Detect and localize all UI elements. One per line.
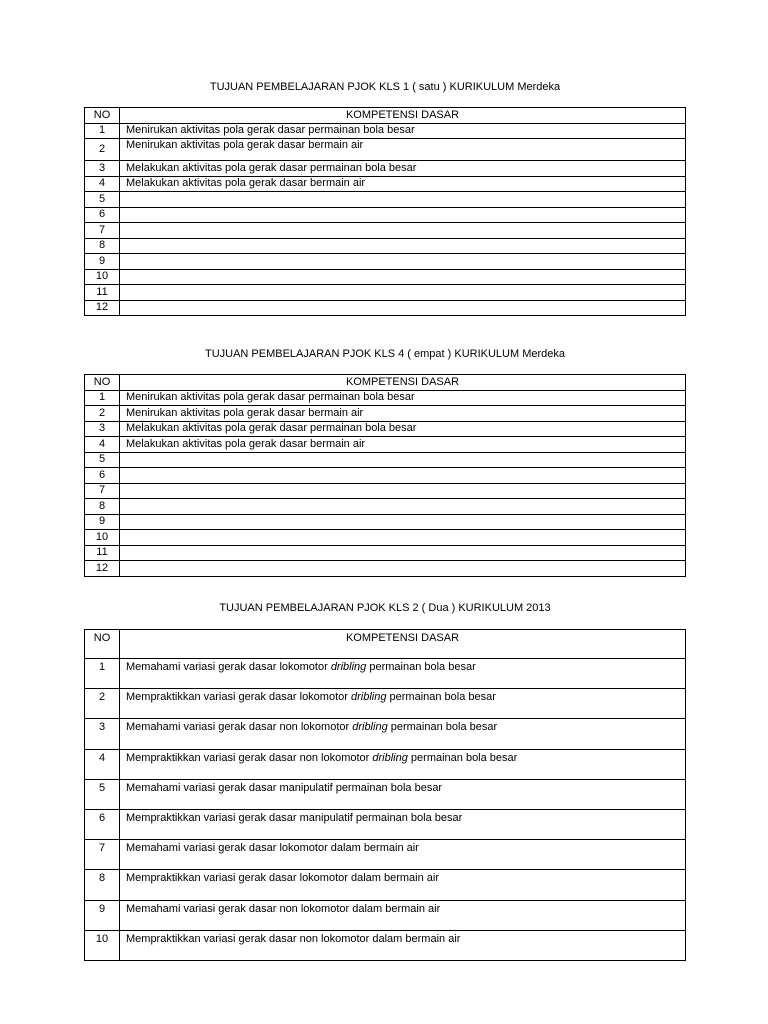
text-pre: Memahami variasi gerak dasar lokomotor dalam bermain air (126, 842, 419, 855)
table-row (85, 269, 686, 285)
table-row (85, 499, 686, 515)
table-row (85, 390, 686, 406)
table-row (85, 870, 686, 900)
table-kls4 (84, 374, 686, 577)
row-no: 9 (85, 254, 120, 270)
text-post: permainan bola besar (407, 751, 518, 764)
row-text (120, 269, 686, 285)
row-text: Menirukan aktivitas pola gerak dasar permainan bola besar (120, 390, 686, 406)
row-no: 2 (85, 689, 120, 719)
table-row (85, 254, 686, 270)
text-pre: Memahami variasi gerak dasar non lokomotor (126, 721, 353, 734)
text-pre: Mempraktikkan variasi gerak dasar lokomotor (126, 691, 351, 704)
row-no: 6 (85, 207, 120, 223)
row-no: 3 (85, 161, 120, 177)
row-text (120, 207, 686, 223)
text-emphasis: dribling (372, 751, 408, 764)
table-row (85, 406, 686, 422)
section-title-kls1: TUJUAN PEMBELAJARAN PJOK KLS 1 ( satu ) KURIKULUM Merdeka (209, 81, 561, 93)
header-no: NO (85, 630, 120, 659)
row-no: 7 (85, 483, 120, 499)
row-text: Melakukan aktivitas pola gerak dasar bermain air (120, 176, 686, 192)
text-pre: Mempraktikkan variasi gerak dasar manipulatif permainan bola besar (126, 811, 463, 824)
table-row (85, 719, 686, 749)
row-text (120, 452, 686, 468)
table-row (85, 545, 686, 561)
row-no: 4 (85, 437, 120, 453)
table-row (85, 192, 686, 208)
table-row (85, 930, 686, 960)
row-text: Melakukan aktivitas pola gerak dasar permainan bola besar (120, 161, 686, 177)
row-text (120, 499, 686, 515)
text-post: permainan bola besar (386, 691, 496, 704)
header-kompetensi-dasar: KOMPETENSI DASAR (120, 108, 686, 124)
row-text (120, 468, 686, 484)
row-no: 8 (85, 499, 120, 515)
text-post: permainan bola besar (366, 661, 476, 673)
row-no: 2 (85, 406, 120, 422)
table-row (85, 809, 686, 839)
text-emphasis: dribling (352, 721, 388, 734)
text-pre: Memahami variasi gerak dasar manipulatif permainan bola besar (126, 781, 443, 794)
header-no: NO (85, 108, 120, 124)
text-emphasis: dribling (350, 691, 387, 704)
table-row (85, 176, 686, 192)
row-no: 4 (85, 749, 120, 779)
row-no: 1 (85, 123, 120, 139)
row-no: 7 (85, 840, 120, 870)
row-no: 5 (85, 779, 120, 809)
row-text (120, 514, 686, 530)
row-no: 12 (85, 300, 120, 316)
row-no: 5 (85, 452, 120, 468)
table-row (85, 689, 686, 719)
text-pre: Memahami variasi gerak dasar non lokomotor dalam bermain air (126, 902, 441, 915)
table-row (85, 223, 686, 239)
row-text (120, 545, 686, 561)
table-row (85, 659, 686, 689)
table-header (85, 630, 686, 659)
table-kls2 (84, 629, 686, 961)
table-row (85, 285, 686, 301)
row-text: Menirukan aktivitas pola gerak dasar permainan bola besar (120, 123, 686, 139)
section-title-kls4: TUJUAN PEMBELAJARAN PJOK KLS 4 ( empat ) KURIKULUM Merdeka (204, 348, 566, 360)
table-row (85, 900, 686, 930)
row-text: Menirukan aktivitas pola gerak dasar bermain air (120, 406, 686, 422)
table-kls1 (84, 107, 686, 316)
table-row (85, 300, 686, 316)
row-text: Melakukan aktivitas pola gerak dasar bermain air (120, 437, 686, 453)
header-no: NO (85, 375, 120, 391)
text-post: permainan bola besar (387, 721, 498, 734)
row-no: 8 (85, 238, 120, 254)
text-emphasis: dribling (330, 661, 367, 673)
row-no: 2 (85, 139, 120, 161)
table-row (85, 238, 686, 254)
table-row (85, 840, 686, 870)
table-row (85, 161, 686, 177)
row-no: 11 (85, 285, 120, 301)
row-text (120, 223, 686, 239)
table-row (85, 139, 686, 161)
table-row (85, 437, 686, 453)
row-text (120, 561, 686, 577)
row-no: 5 (85, 192, 120, 208)
row-text (120, 483, 686, 499)
row-text (120, 689, 686, 719)
row-text: Menirukan aktivitas pola gerak dasar bermain air (120, 139, 686, 161)
table-row (85, 530, 686, 546)
row-no: 10 (85, 269, 120, 285)
row-text (120, 809, 686, 839)
row-no: 8 (85, 870, 120, 900)
row-no: 6 (85, 468, 120, 484)
row-text (120, 659, 686, 689)
header-kompetensi-dasar: KOMPETENSI DASAR (120, 375, 686, 391)
table-row (85, 749, 686, 779)
table-row (85, 561, 686, 577)
table-row (85, 468, 686, 484)
header-kompetensi-dasar: KOMPETENSI DASAR (120, 630, 686, 659)
row-no: 3 (85, 719, 120, 749)
row-no: 1 (85, 390, 120, 406)
table-row (85, 421, 686, 437)
table-header (85, 108, 686, 124)
row-text (120, 749, 686, 779)
section-title-kls2: TUJUAN PEMBELAJARAN PJOK KLS 2 ( Dua ) KURIKULUM 2013 (219, 602, 551, 614)
table-row (85, 207, 686, 223)
row-text (120, 840, 686, 870)
row-text (120, 900, 686, 930)
row-no: 1 (85, 659, 120, 689)
row-text (120, 779, 686, 809)
row-no: 11 (85, 545, 120, 561)
row-text (120, 719, 686, 749)
row-no: 7 (85, 223, 120, 239)
row-text: Melakukan aktivitas pola gerak dasar permainan bola besar (120, 421, 686, 437)
row-text (120, 870, 686, 900)
row-text (120, 930, 686, 960)
row-no: 6 (85, 809, 120, 839)
row-no: 12 (85, 561, 120, 577)
row-no: 4 (85, 176, 120, 192)
row-text (120, 530, 686, 546)
row-text (120, 192, 686, 208)
row-text (120, 254, 686, 270)
row-text (120, 238, 686, 254)
row-no: 3 (85, 421, 120, 437)
text-pre: Mempraktikkan variasi gerak dasar non lokomotor dalam bermain air (126, 932, 461, 945)
text-pre: Mempraktikkan variasi gerak dasar lokomotor dalam bermain air (126, 872, 440, 885)
row-no: 9 (85, 900, 120, 930)
row-no: 9 (85, 514, 120, 530)
table-row (85, 779, 686, 809)
row-no: 10 (85, 530, 120, 546)
row-text (120, 285, 686, 301)
text-pre: Memahami variasi gerak dasar lokomotor (126, 661, 331, 673)
table-row (85, 514, 686, 530)
table-row (85, 123, 686, 139)
row-text (120, 300, 686, 316)
table-header (85, 375, 686, 391)
table-row (85, 452, 686, 468)
text-pre: Mempraktikkan variasi gerak dasar non lokomotor (126, 751, 373, 764)
row-no: 10 (85, 930, 120, 960)
table-row (85, 483, 686, 499)
